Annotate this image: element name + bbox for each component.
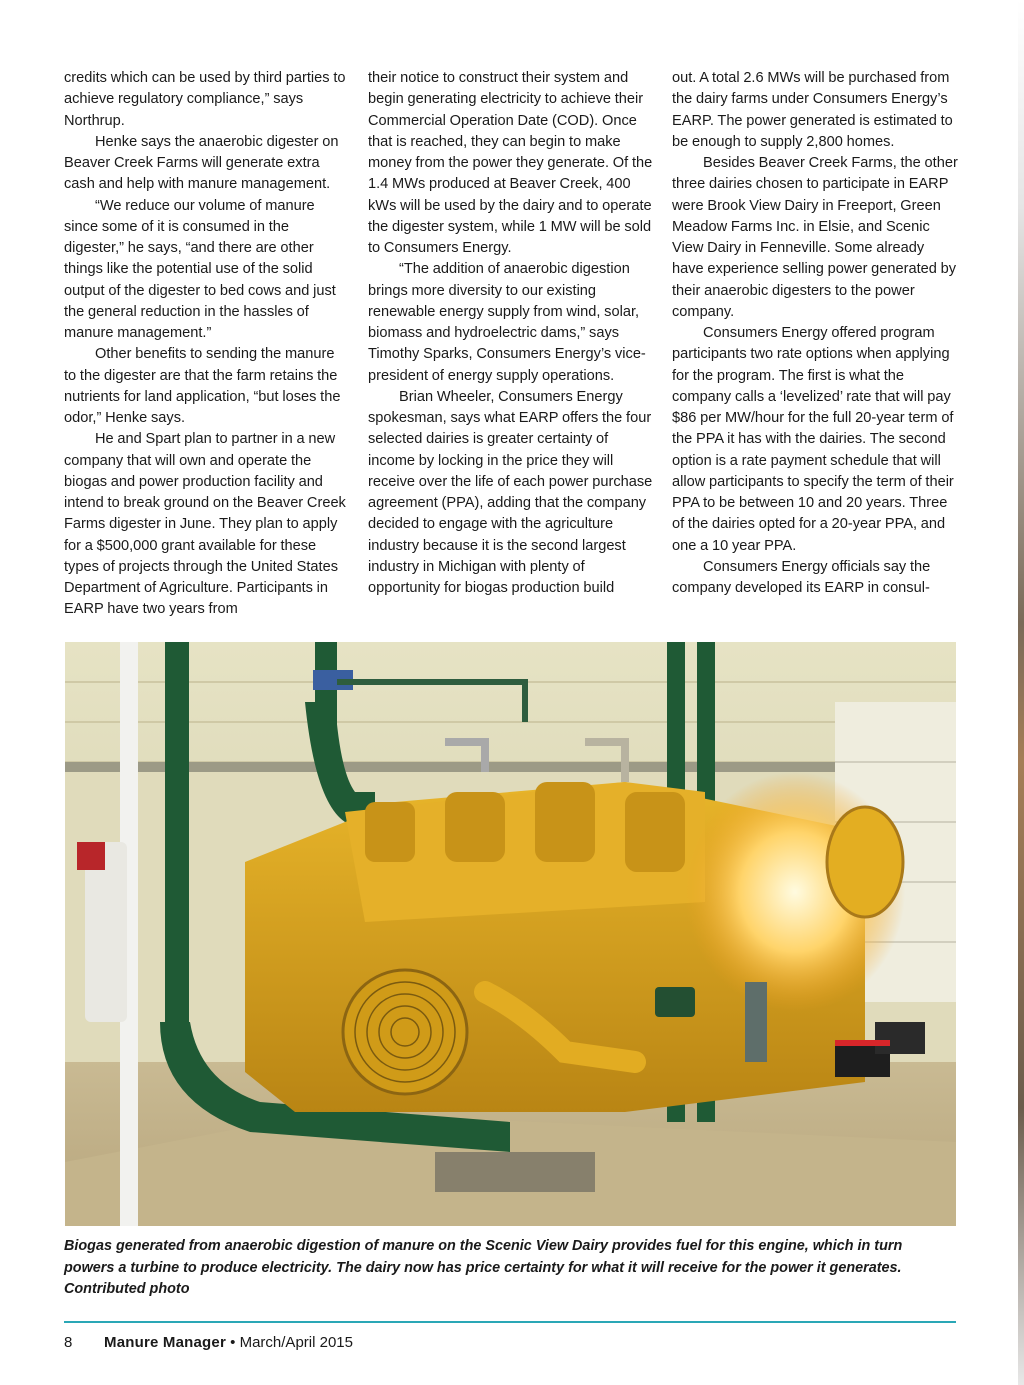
paragraph: “The addition of anaerobic digestion brings more diversity to our existing renewable energy supply from wind, solar, biomass and hydroelectric dams,” says Timothy Sparks, Consumers Energy’s vice-president of energy supply operations.	[368, 261, 646, 384]
paragraph: Consumers Energy officials say the company developed its EARP in consul-	[672, 558, 931, 596]
paragraph: their notice to construct their system and begin generating electricity to achieve their Commercial Operation Date (COD). Once that is reached, they can begin to make money from the power they generate. Of the 1.4 MWs produced at Beaver Creek, 400 kWs will be used by the dairy and to operate the digester system, while 1 MW will be sold to Consumers Energy.	[368, 70, 653, 256]
article-column-1	[64, 68, 350, 621]
paragraph: “We reduce our volume of manure since some of it is consumed in the digester,” he says, “and there are other things like the potential use of the solid output of the digester to bed cows and just the general reduction in the hassles of manure management.”	[64, 197, 336, 341]
page-number: 8	[64, 1334, 73, 1351]
page-footer	[64, 1334, 353, 1351]
page-edge	[1018, 0, 1024, 1385]
paragraph: Brian Wheeler, Consumers Energy spokesman, says what EARP offers the four selected dairies is greater certainty of income by locking in the price they will receive over the life of each power purchase agreement (PPA), adding that the company decided to engage with the agriculture industry because it is the second largest industry in Michigan with plenty of opportunity for biogas production build	[368, 388, 653, 596]
paragraph: credits which can be used by third parties to achieve regulatory compliance,” says Northrup.	[64, 70, 346, 129]
separator: •	[226, 1334, 240, 1351]
magazine-name: Manure Manager	[104, 1334, 226, 1351]
article-column-2	[368, 68, 654, 599]
paragraph: Henke says the anaerobic digester on Beaver Creek Farms will generate extra cash and help with manure management.	[64, 133, 339, 193]
footer-rule	[64, 1321, 956, 1323]
paragraph: He and Spart plan to partner in a new company that will own and operate the biogas and power production facility and intend to break ground on the Beaver Creek Farms digester in June. They plan to apply for a $500,000 grant available for these types of projects through the United States Department of Agriculture. Participants in EARP have two years from	[64, 431, 346, 618]
paragraph: Consumers Energy offered program participants two rate options when applying for the program. The first is what the company calls a ‘levelized’ rate that will pay $86 per MW/hour for the full 20-year term of the PPA it has with the dairies. The second option is a rate payment schedule that will allow participants to specify the term of their PPA to be between 10 and 20 years. Three of the dairies opted for a 20-year PPA, and one a 10 year PPA.	[672, 325, 954, 554]
engine-photo	[65, 642, 956, 1226]
photo-caption: Biogas generated from anaerobic digestion of manure on the Scenic View Dairy provides fuel for this engine, which in turn powers a turbine to produce electricity. The dairy now has price certainty for what it will receive for the power it generates. Contributed photo	[64, 1238, 903, 1297]
article-column-3	[672, 68, 958, 599]
paragraph: Other benefits to sending the manure to the digester are that the farm retains the nutrients for land application, “but loses the odor,” Henke says.	[64, 346, 341, 426]
paragraph: out. A total 2.6 MWs will be purchased from the dairy farms under Consumers Energy’s EARP. The power generated is estimated to be enough to supply 2,800 homes.	[672, 70, 953, 150]
paragraph: Besides Beaver Creek Farms, the other three dairies chosen to participate in EARP were Brook View Dairy in Freeport, Green Meadow Farms Inc. in Elsie, and Scenic View Dairy in Fenneville. Some already have experience selling power generated by their anaerobic digesters to the power company.	[672, 155, 958, 320]
issue-date: March/April 2015	[239, 1334, 353, 1351]
